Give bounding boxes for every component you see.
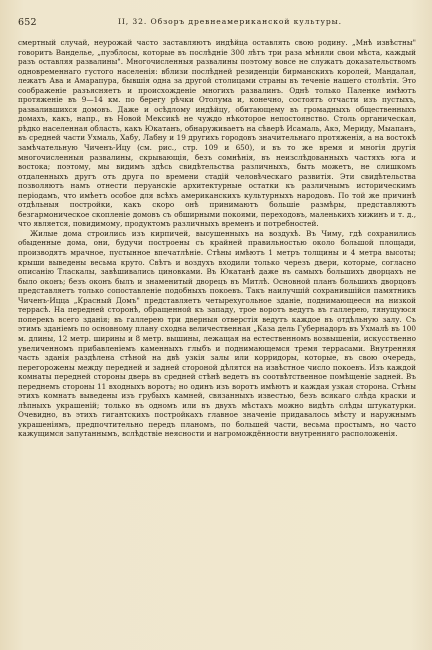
page-number: 652 (18, 17, 37, 28)
paragraph: смертный случай, неурожай часто заставляютъ индѣйца оставлять свою родину. „Мнѣ извѣстны" говоритъ Вандельe, „пуэблосы, которые въ послѣдніе 300 лѣтъ три раза мѣняли свои мѣста, каждый разъ оставляя развалины". Многочисленныя развалины поэтому вовсе не служатъ доказательствомъ одновременнаго густого населенія: вблизи послѣдней резиденціи бирманскихъ королей, Мандалая, лежатъ Ава и Амарапура, бывшія одна за другой столицами страны въ теченіе нашего столѣтія. Это соображеніе разъясняетъ и происхожденіе многихъ развалинъ. Однѣ только Паленке имѣютъ протяженіе въ 9—14 км. по берегу рѣчки Отолума и, конечно, состоятъ отчасти изъ пустыхъ, развалившихся домовъ. Даже и осѣдлому индѣйцу, обитающему въ громадныхъ общественныхъ домахъ, какъ, напр., въ Новой Мексикѣ не чуждо нѣкоторое непостоянство. Столь органическая, рѣдко населенная область, какъ Юкатанъ, обнаруживаетъ на сѣверѣ Исамаль, Акэ, Мериду, Мыапанъ, въ средней части Ухмаль, Хабу, Лабну и 19 другихъ городовъ значительнаго протяженія, а на востокѣ замѣчательную Чиченъ-Ицу (см. рис., стр. 109 и 650), и въ то же время и многія другія многочисленныя развалины, скрывающія, безъ сомнѣнія, въ неизслѣдованныхъ частяхъ юга и востока; поэтому, мы видимъ здѣсь свидѣтельства различныхъ, быть можетъ, не слишкомъ отдаленныхъ другъ отъ друга по времени стадій человѣческаго развитія. Эти свидѣтельства позволяютъ намъ отнести перуанскіе архитектурные остатки къ различнымъ историческимъ періодамъ, что имѣетъ особое для всѣхъ американскихъ культурныхъ народовъ. По той же причинѣ отдѣльныя постройки, какъ скоро онѣ принимаютъ большіе размѣры, представляютъ безгармоническое скопленіе домовъ съ обширными покоями, переходовъ, маленькихъ хижинъ и т. д., что является, повидимому, продуктомъ различныхъ временъ и потребностей. (18, 38, 416, 229)
running-title: II, 32. Обзоръ древнеамериканской культуры. (118, 17, 342, 26)
body-text (18, 38, 416, 439)
paragraph: Жилые дома строились изъ кирпичей, высушенныхъ на воздухѣ. Въ Чиму, гдѣ сохранились обыденные дома, они, будучи построены съ крайней правильностью около большой площади, производятъ мрачное, пустынное впечатлѣніе. Стѣны имѣютъ 1 метръ толщины и 4 метра высоты; крыши выведены весьма круто. Свѣтъ и воздухъ входили только черезъ двери, которые, согласно описанію Тласкалы, завѣшивались циновками. Въ Юкатанѣ даже въ самыхъ большихъ дворцахъ не было оконъ; безъ оконъ былъ и знаменитый дворецъ въ Митлѣ. Основной планъ большихъ дворцовъ представляетъ только сопоставленіе подобныхъ покоевъ. Такъ наилучшій сохранившійся памятникъ Чиченъ-Ицца „Красный Домъ" представляетъ четырехугольное зданіе, поднимающееся на низкой террасѣ. На передней сторонѣ, обращенной къ западу, трое воротъ ведутъ въ галлерею, тянущуюся поперекъ всего зданія; въ галлерею три дверныя отверстія ведутъ каждое въ отдѣльную залу. Съ этимъ зданіемъ по основному плану сходна величественная „Казa дель Губернадоръ въ Ухмалѣ въ 100 м. длины, 12 метр. ширины и 8 метр. вышины, лежащая на естественномъ возвышеніи, искусственно увеличенномъ прибавленіемъ каменныхъ глыбъ и поднимающемся тремя террасами. Внутренняя часть зданія раздѣлена стѣной на двѣ узкія залы или корридоры, которые, въ свою очередь, перегорожены между передней и задней стороной дѣлятся на извѣстное число покоевъ. Изъ каждой комнаты передней стороны дверь въ средней стѣнѣ ведетъ въ соотвѣтственное помѣщеніе задней. Въ переднемъ стороны 11 входныхъ воротъ; но одинъ изъ воротъ имѣютъ и каждая узкая сторона. Стѣны этихъ комнатъ выведены изъ грубыхъ камней, связанныхъ известью, безъ всякаго слѣда краски и лѣпныхъ украшеній; только въ одномъ или въ двухъ мѣстахъ можно видѣть слѣды штукатурки. Очевидно, въ этихъ гигантскихъ постройкахъ главное значеніе придавалось мѣсту и наружнымъ украшеніямъ, предпочтительно передъ планомъ, по большей части, весьма простымъ, но часто кажущимся запутаннымъ, вслѣдствіе неясности и нагромождённости внутренняго расположенія. (18, 228, 416, 439)
page-header (0, 0, 432, 34)
